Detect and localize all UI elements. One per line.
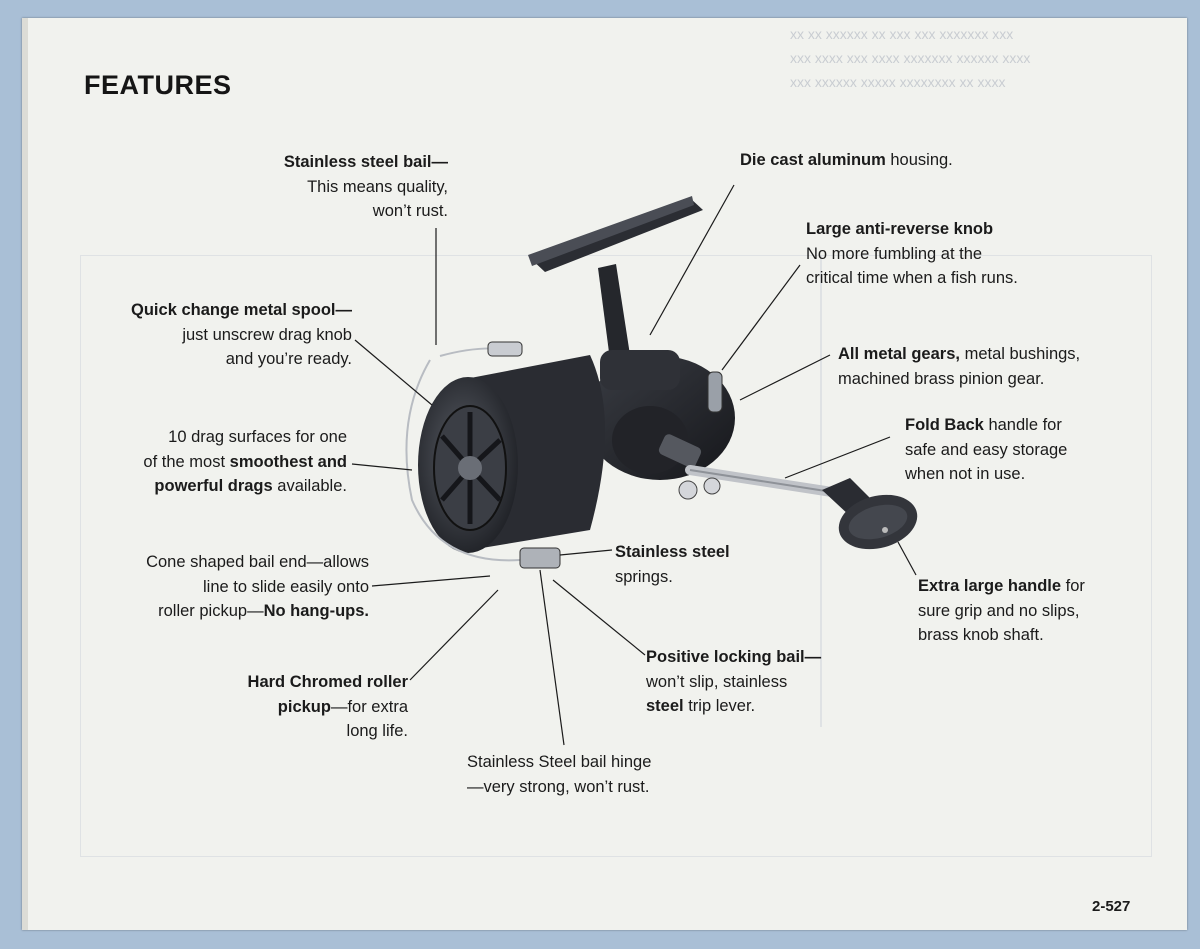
handle-knob <box>822 478 923 557</box>
callout-springs <box>615 540 730 589</box>
callout-hinge <box>467 750 651 799</box>
callout-fold-back-line2: safe and easy storage <box>905 440 1068 459</box>
callout-gears <box>838 342 1080 391</box>
callout-springs-line2: springs. <box>615 567 673 586</box>
leader-springs <box>560 550 612 555</box>
bleed-through-text: xxx xxxxxx xxxxx xxxxxxxx xx xxxx <box>790 74 1006 90</box>
callout-bail-line2: This means quality, <box>307 177 448 196</box>
callout-bail-line3: won’t rust. <box>372 202 448 220</box>
leader-spool <box>355 340 432 405</box>
callout-locking-line2: won’t slip, stainless <box>646 672 788 691</box>
callout-fold-back <box>905 413 1067 487</box>
callout-bail-end <box>60 550 369 624</box>
callout-spool-line3: and you’re ready. <box>225 350 352 368</box>
callout-handle <box>918 574 1085 648</box>
callout-drag-line2-pre: of the most <box>143 452 230 471</box>
callout-hinge-line1: Stainless Steel bail hinge <box>467 753 652 771</box>
callout-locking-heading: Positive locking bail— <box>646 648 822 666</box>
callout-spool <box>60 298 352 372</box>
callout-drag-line3-rest: available. <box>272 477 347 495</box>
callout-fold-back-line3: when not in use. <box>905 465 1026 483</box>
callout-hinge-line2: —very strong, won’t rust. <box>467 777 650 796</box>
callout-locking <box>646 645 821 719</box>
bleed-through-text: xx xx xxxxxx xx xxx xxx xxxxxxx xxx <box>790 26 1014 42</box>
reel-spool <box>418 355 605 553</box>
callout-housing-rest: housing. <box>885 151 953 169</box>
leader-gears <box>740 355 830 400</box>
callout-anti-reverse-line3: critical time when a fish runs. <box>806 269 1018 287</box>
callout-roller-line2-rest: —for extra <box>330 697 408 716</box>
leader-drag <box>352 464 412 470</box>
callout-housing-heading: Die cast aluminum <box>740 151 886 169</box>
callout-anti-reverse-heading: Large anti-reverse knob <box>806 220 994 238</box>
reel-foot <box>528 196 703 360</box>
leader-hinge <box>540 570 564 745</box>
reel-body <box>585 350 735 480</box>
callout-drag-line3-bold: powerful drags <box>154 477 273 495</box>
leader-fold-back <box>785 437 890 478</box>
callout-bail-end-line2: line to slide easily onto <box>202 577 369 596</box>
callout-gears-rest: metal bushings, <box>959 345 1081 363</box>
callout-spool-line2: just unscrew drag knob <box>182 325 352 344</box>
callout-fold-back-heading: Fold Back <box>905 416 984 434</box>
callout-roller-line2-bold: pickup <box>277 697 331 716</box>
callout-bail-end-line3-bold: No hang-ups. <box>263 602 369 620</box>
leader-bail-end <box>372 576 490 586</box>
callout-springs-heading: Stainless steel <box>615 543 730 561</box>
callout-locking-line3-rest: trip lever. <box>683 697 756 715</box>
callout-handle-line2: sure grip and no slips, <box>918 601 1080 620</box>
leader-roller <box>410 590 498 680</box>
callout-gears-heading: All metal gears, <box>838 345 960 363</box>
callout-locking-line3-bold: steel <box>646 697 684 715</box>
leader-locking <box>553 580 645 655</box>
callout-anti-reverse <box>806 217 1018 291</box>
leader-anti-reverse <box>722 265 800 370</box>
callout-bail-heading: Stainless steel bail— <box>283 153 448 171</box>
callout-spool-heading: Quick change metal spool— <box>131 301 352 319</box>
callout-fold-back-rest: handle for <box>983 416 1062 434</box>
anti-reverse-knob <box>708 372 722 412</box>
callout-bail-end-line1: Cone shaped bail end—allows <box>146 553 369 571</box>
callout-housing <box>740 148 953 173</box>
page-title: FEATURES <box>84 70 232 100</box>
callout-drag <box>60 425 347 499</box>
leader-handle <box>898 542 916 575</box>
callout-roller-line3: long life. <box>346 722 408 740</box>
callout-bail <box>230 150 448 224</box>
callout-drag-line2-bold: smoothest and <box>229 452 347 471</box>
bleed-through-text: xxx xxxx xxx xxxx xxxxxxx xxxxxx xxxx <box>790 50 1031 66</box>
callout-handle-heading: Extra large handle <box>918 577 1062 595</box>
page-number: 2-527 <box>1092 898 1131 915</box>
callout-bail-end-line3-pre: roller pickup— <box>158 602 264 620</box>
callout-drag-line1: 10 drag surfaces for one <box>168 428 347 446</box>
callout-roller-heading: Hard Chromed roller <box>247 673 408 691</box>
callout-handle-rest: for <box>1061 577 1085 595</box>
callout-anti-reverse-line2: No more fumbling at the <box>806 244 983 263</box>
callout-roller <box>150 670 408 744</box>
callout-handle-line3: brass knob shaft. <box>918 626 1044 644</box>
callout-gears-line2: machined brass pinion gear. <box>838 369 1045 388</box>
